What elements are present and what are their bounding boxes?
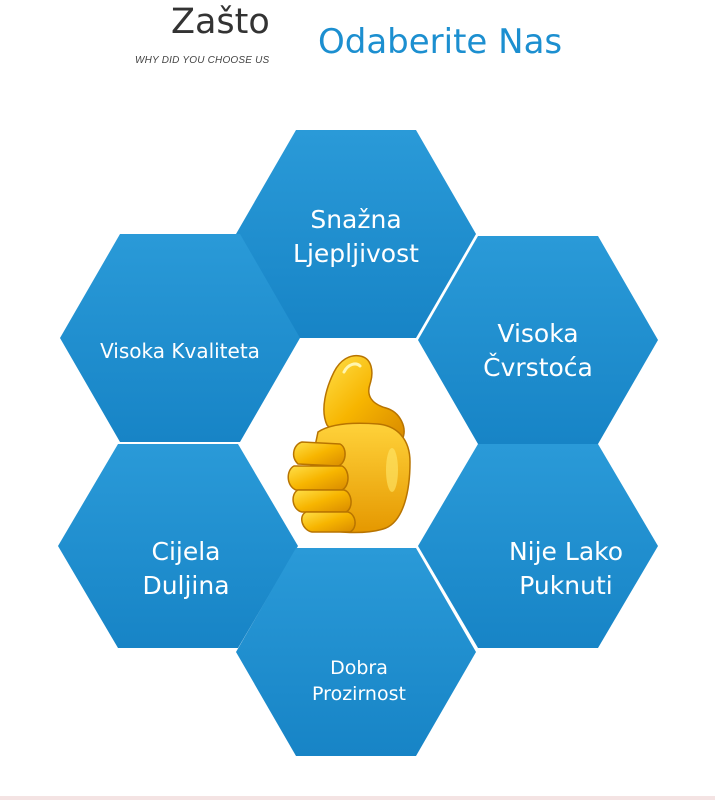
title-right: Odaberite Nas xyxy=(318,22,563,62)
hex-bottom-label xyxy=(259,656,459,707)
thumbs-up-icon xyxy=(288,356,410,533)
hex-upper-right-line1: Visoka xyxy=(497,319,579,348)
hex-upper-left-label xyxy=(80,338,280,365)
hex-upper-right-line2: Čvrstoća xyxy=(483,352,593,382)
bottom-strip xyxy=(0,796,715,800)
title-left: Zašto xyxy=(171,2,270,42)
subtitle-left: WHY DID YOU CHOOSE US xyxy=(135,55,270,66)
hex-lower-left-line2: Duljina xyxy=(142,570,230,600)
hex-lower-left-label xyxy=(86,535,286,603)
hex-top-label xyxy=(256,203,456,271)
hex-upper-right-label xyxy=(438,317,638,385)
hex-bottom-line1: Dobra xyxy=(330,657,388,679)
hex-lower-left-line1: Cijela xyxy=(151,537,221,566)
hex-bottom-line2: Prozirnost xyxy=(312,682,406,705)
hex-lower-right-line2: Puknuti xyxy=(519,570,613,600)
hex-upper-left-line1: Visoka Kvaliteta xyxy=(100,339,260,363)
hex-top-line2: Ljepljivost xyxy=(293,238,419,268)
hex-lower-right-line1: Nije Lako xyxy=(508,537,624,566)
hex-lower-right-label xyxy=(466,535,666,603)
hex-top-line1: Snažna xyxy=(310,205,402,234)
